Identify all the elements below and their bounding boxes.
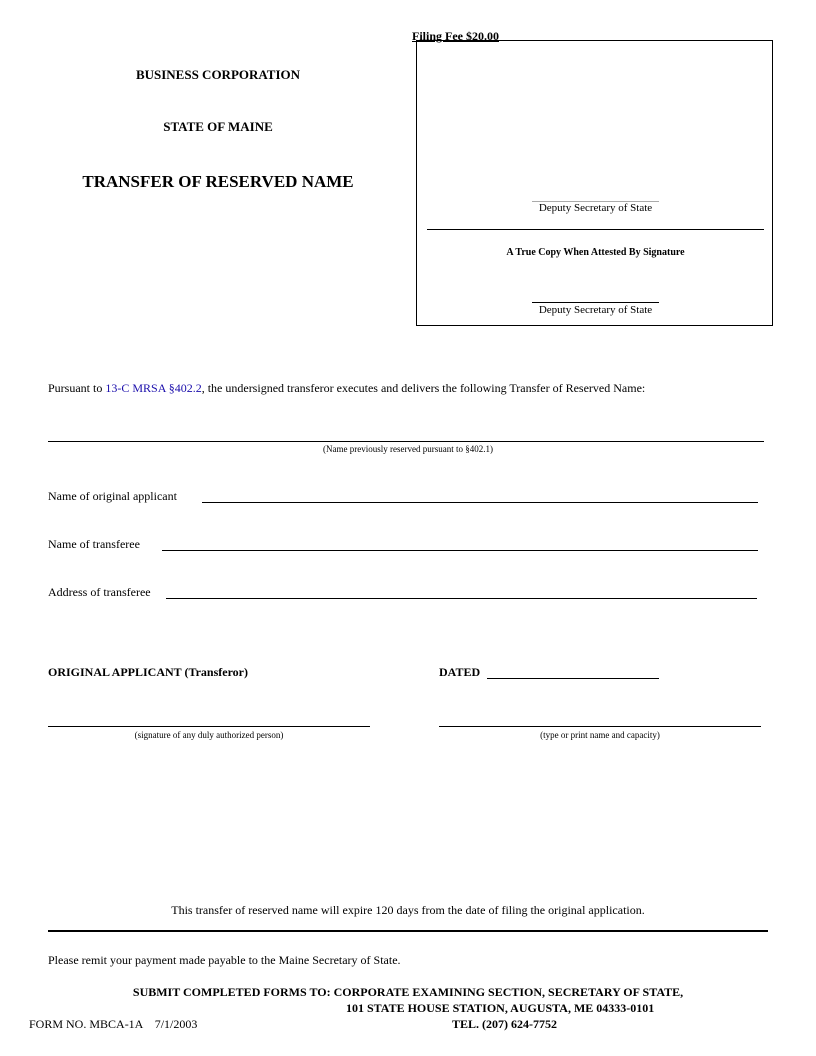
footer-divider (48, 930, 768, 932)
state-heading: STATE OF MAINE (163, 119, 273, 134)
form-number: FORM NO. MBCA-1A 7/1/2003 (29, 1017, 198, 1031)
expiry-note: This transfer of reserved name will expire 120 days from the date of filing the original application. (171, 903, 645, 917)
print-name-caption: (type or print name and capacity) (540, 730, 660, 740)
intro-suffix: , the undersigned transferor executes and delivers the following Transfer of Reserved Name: (201, 381, 646, 395)
original-applicant-label: Name of original applicant (48, 489, 177, 503)
reserved-name-field[interactable] (48, 441, 764, 442)
signature-field[interactable] (48, 726, 370, 727)
print-name-field[interactable] (439, 726, 761, 727)
reserved-name-caption: (Name previously reserved pursuant to §402.1) (323, 444, 493, 454)
original-applicant-field[interactable] (202, 502, 758, 503)
office-box-divider (427, 229, 764, 230)
filing-fee: Filing Fee $20.00 (412, 29, 499, 43)
dated-label: DATED (439, 665, 481, 679)
corporation-type-heading: BUSINESS CORPORATION (135, 67, 301, 82)
submit-address-line-2: 101 STATE HOUSE STATION, AUGUSTA, ME 04333-0101 (346, 1001, 655, 1015)
transferee-field[interactable] (162, 550, 758, 551)
form-title: TRANSFER OF RESERVED NAME (82, 172, 354, 191)
transferee-label: Name of transferee (48, 537, 140, 551)
original-applicant-heading: ORIGINAL APPLICANT (Transferor) (48, 665, 249, 679)
deputy-secretary-label-2: Deputy Secretary of State (538, 304, 653, 316)
attest-signature-line-2 (532, 302, 659, 303)
true-copy-note: A True Copy When Attested By Signature (506, 247, 685, 258)
deputy-secretary-label-1: Deputy Secretary of State (538, 202, 653, 214)
submit-address-line-1: SUBMIT COMPLETED FORMS TO: CORPORATE EXAMINING SECTION, SECRETARY OF STATE, (132, 985, 684, 999)
intro-prefix: Pursuant to (48, 381, 106, 395)
statute-link[interactable]: 13-C MRSA §402.2 (105, 381, 202, 395)
payment-note: Please remit your payment made payable to the Maine Secretary of State. (48, 953, 401, 967)
office-use-box (416, 40, 773, 326)
telephone: TEL. (207) 624-7752 (452, 1017, 557, 1031)
address-field[interactable] (166, 598, 757, 599)
dated-field[interactable] (487, 678, 659, 679)
address-label: Address of transferee (48, 585, 151, 599)
signature-caption: (signature of any duly authorized person) (134, 730, 284, 740)
intro-sentence (48, 381, 768, 396)
